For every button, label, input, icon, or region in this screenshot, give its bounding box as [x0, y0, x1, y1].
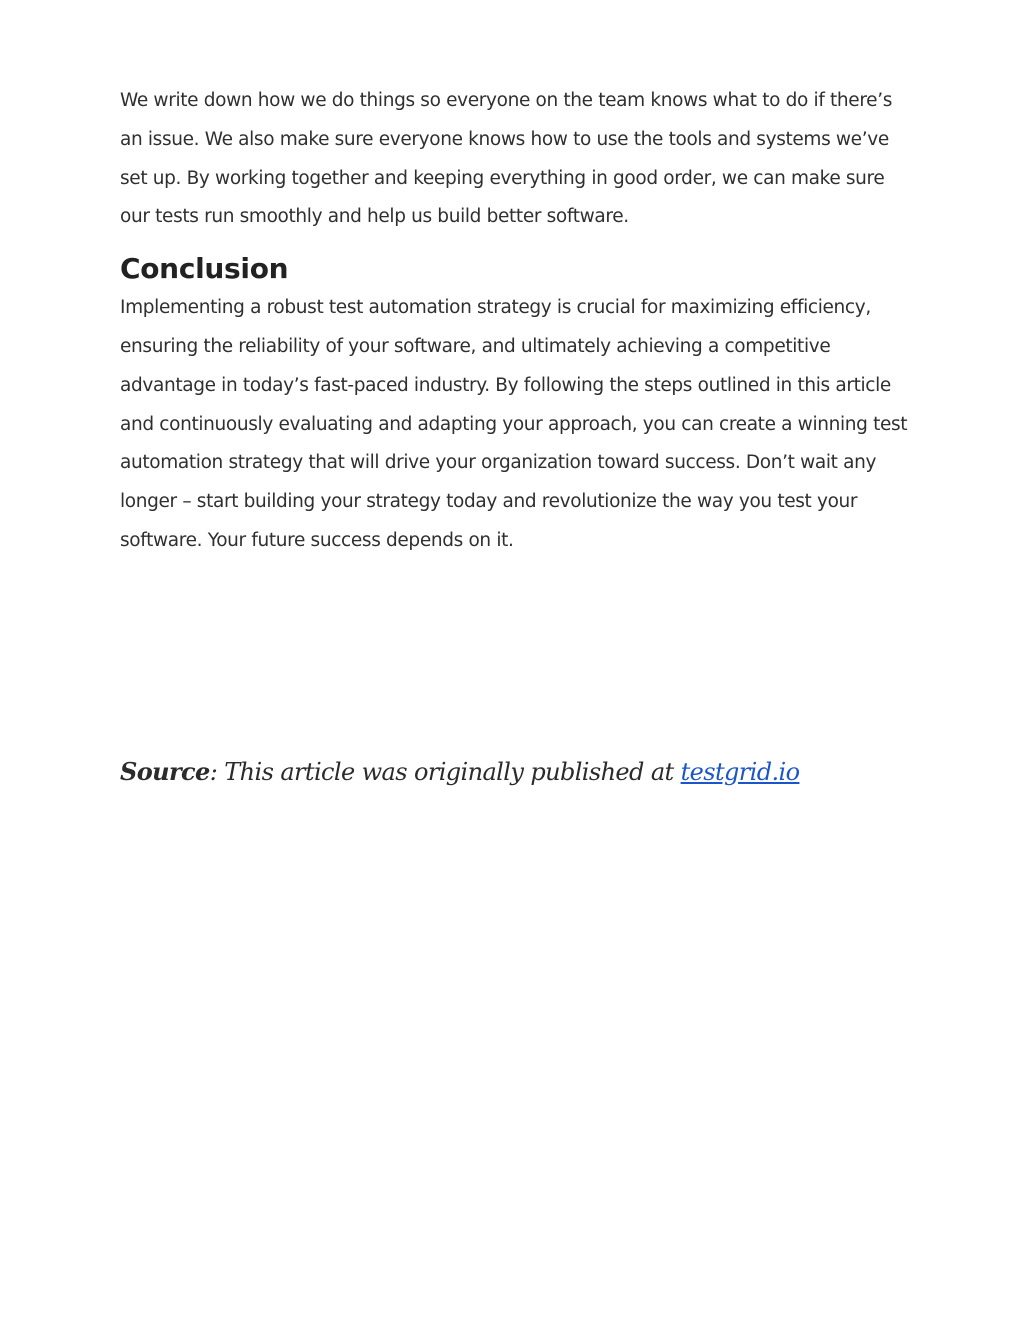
- source-separator: :: [209, 758, 218, 786]
- conclusion-heading: Conclusion: [120, 252, 289, 286]
- source-link[interactable]: testgrid.io: [680, 758, 800, 786]
- conclusion-paragraph: Implementing a robust test automation strategy is crucial for maximizing efficiency, ensuring the reliability of your software, and ultimately achieving a competitive advantage in today’s fast-paced industry. By following the steps outlined in this article and continuously evaluating and adapting your approach, you can create a winning test automation strategy that will drive your organization toward success. Don’t wait any longer – start building your strategy today and revolutionize the way you test your software. Your future success depends on it.: [120, 297, 908, 551]
- intro-paragraph: We write down how we do things so everyone on the team knows what to do if there’s an issue. We also make sure everyone knows how to use the tools and systems we’ve set up. By working together and keeping everything in good order, we can make sure our tests run smoothly and help us build better software.: [120, 90, 893, 228]
- document-page: [120, 82, 910, 561]
- source-label: Source: [120, 757, 210, 786]
- source-attribution: [120, 752, 799, 792]
- source-text: This article was originally published at: [217, 758, 681, 786]
